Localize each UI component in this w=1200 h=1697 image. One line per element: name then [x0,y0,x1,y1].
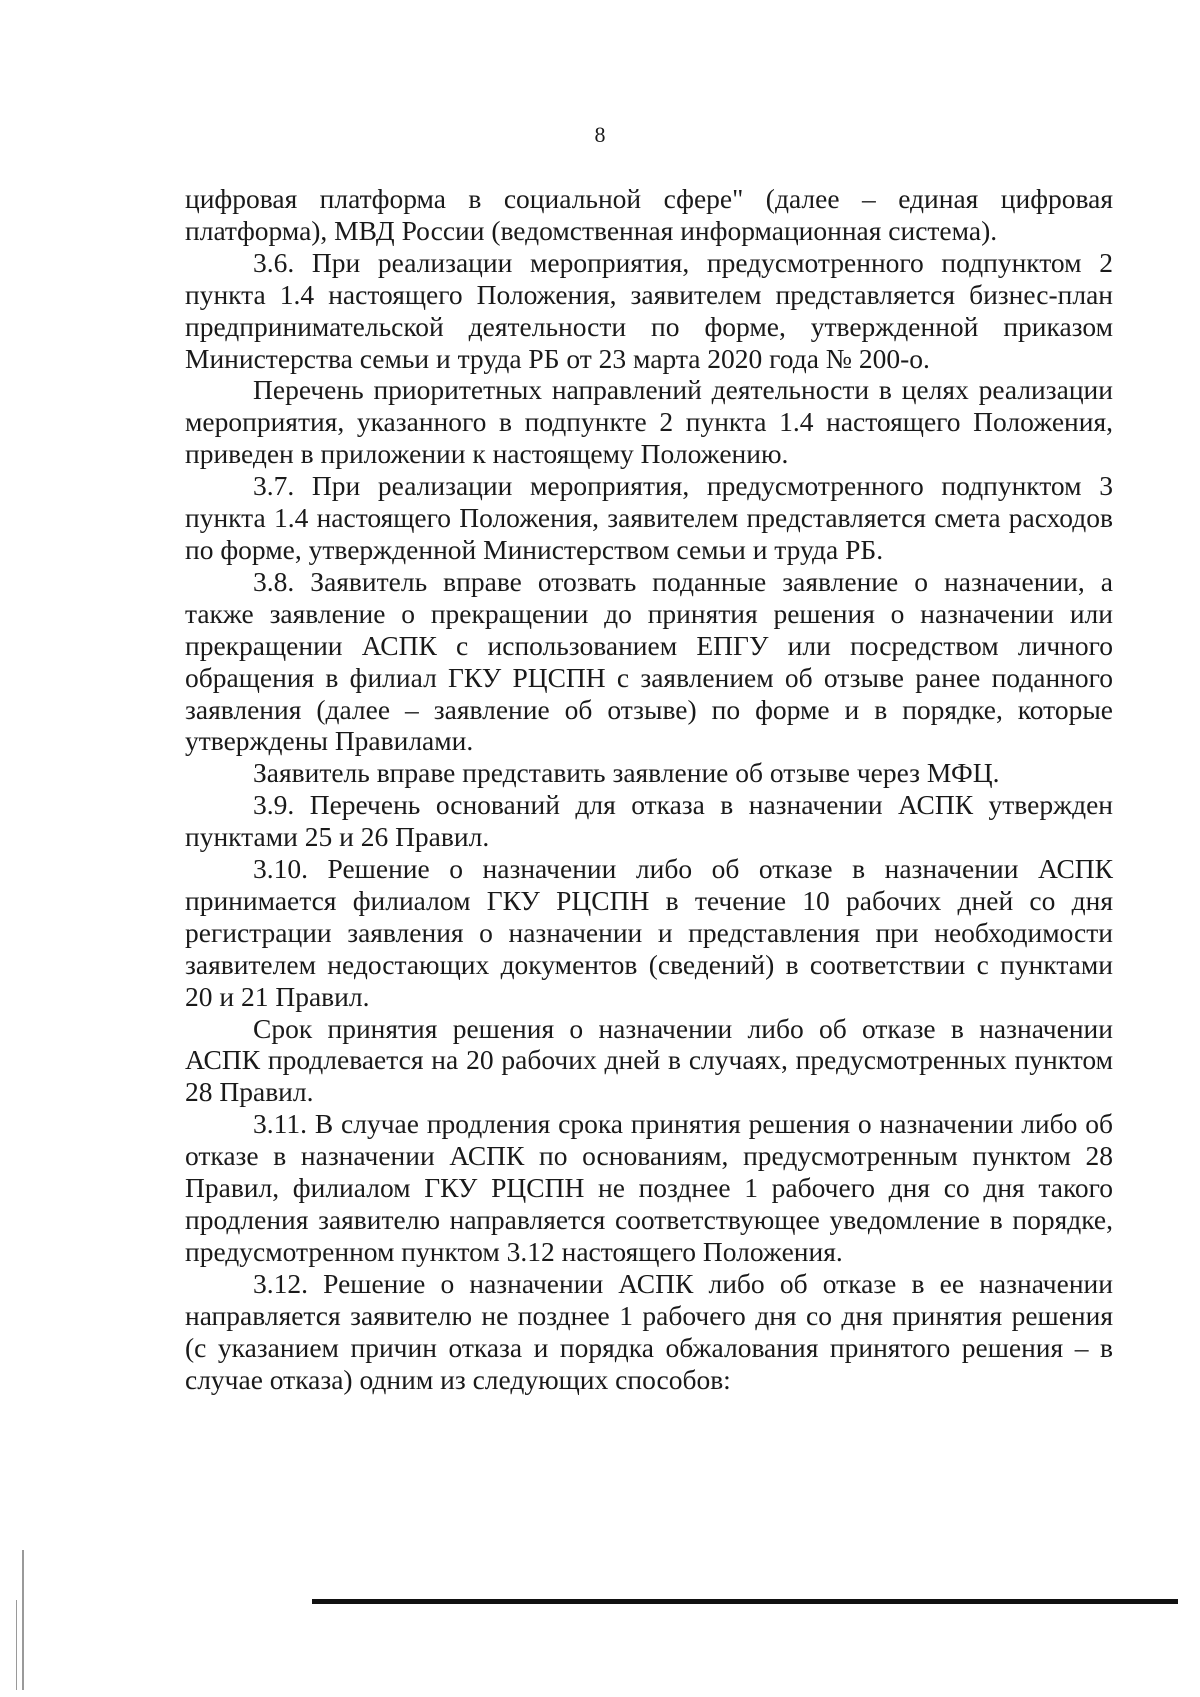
paragraph-priority-list: Перечень приоритетных направлений деятельности в целях реализации мероприятия, указанного в подпункте 2 пункта 1.4 настоящего Положения, приведен в приложении к настоящему Положению. [185,374,1113,470]
document-body [185,183,1113,1395]
paragraph-3-6: 3.6. При реализации мероприятия, предусмотренного подпунктом 2 пункта 1.4 настоящего Положения, заявителем представляется бизнес-план предпринимательской деятельности по форме, утвержденной приказом Министерства семьи и труда РБ от 23 марта 2020 года № 200-о. [185,246,1113,374]
paragraph-3-10: 3.10. Решение о назначении либо об отказе в назначении АСПК принимается филиалом ГКУ РЦСПН в течение 10 рабочих дней со дня регистрации заявления о назначении и представления при необходимости заявителем недостающих документов (сведений) в соответствии с пунктами 20 и 21 Правил. [185,853,1113,1012]
paragraph-3-8: 3.8. Заявитель вправе отозвать поданные заявление о назначении, а также заявление о прекращении до принятия решения о назначении или прекращении АСПК с использованием ЕПГУ или посредством личного обращения в филиал ГКУ РЦСПН с заявлением об отзыве ранее поданного заявления (далее – заявление об отзыве) по форме и в порядке, которые утверждены Правилами. [185,565,1113,757]
paragraph-3-7: 3.7. При реализации мероприятия, предусмотренного подпунктом 3 пункта 1.4 настоящего Положения, заявителем представляется смета расходов по форме, утвержденной Министерством семьи и труда РБ. [185,470,1113,565]
paragraph-3-9: 3.9. Перечень оснований для отказа в назначении АСПК утвержден пунктами 25 и 26 Правил. [185,789,1113,853]
paragraph-extension: Срок принятия решения о назначении либо об отказе в назначении АСПК продлевается на 20 рабочих дней в случаях, предусмотренных пунктом 28 Правил. [185,1012,1113,1108]
page-number: 8 [594,122,606,147]
paragraph-continuation: цифровая платформа в социальной сфере" (далее – единая цифровая платформа), МВД России (ведомственная информационная система). [185,183,1113,246]
bottom-rule [312,1599,1178,1604]
paragraph-mfc: Заявитель вправе представить заявление об отзыве через МФЦ. [253,757,1000,789]
scan-edge-mark [16,1600,17,1690]
scan-edge-mark [22,1550,24,1690]
paragraph-3-11: 3.11. В случае продления срока принятия решения о назначении либо об отказе в назначении АСПК по основаниям, предусмотренным пунктом 28 Правил, филиалом ГКУ РЦСПН не позднее 1 рабочего дня со дня такого продления заявителю направляется соответствующее уведомление в порядке, предусмотренном пунктом 3.12 настоящего Положения. [185,1108,1113,1267]
paragraph-3-12: 3.12. Решение о назначении АСПК либо об отказе в ее назначении направляется заявителю не позднее 1 рабочего дня со дня принятия решения (с указанием причин отказа и порядка обжалования принятого решения – в случае отказа) одним из следующих способов: [185,1267,1113,1395]
